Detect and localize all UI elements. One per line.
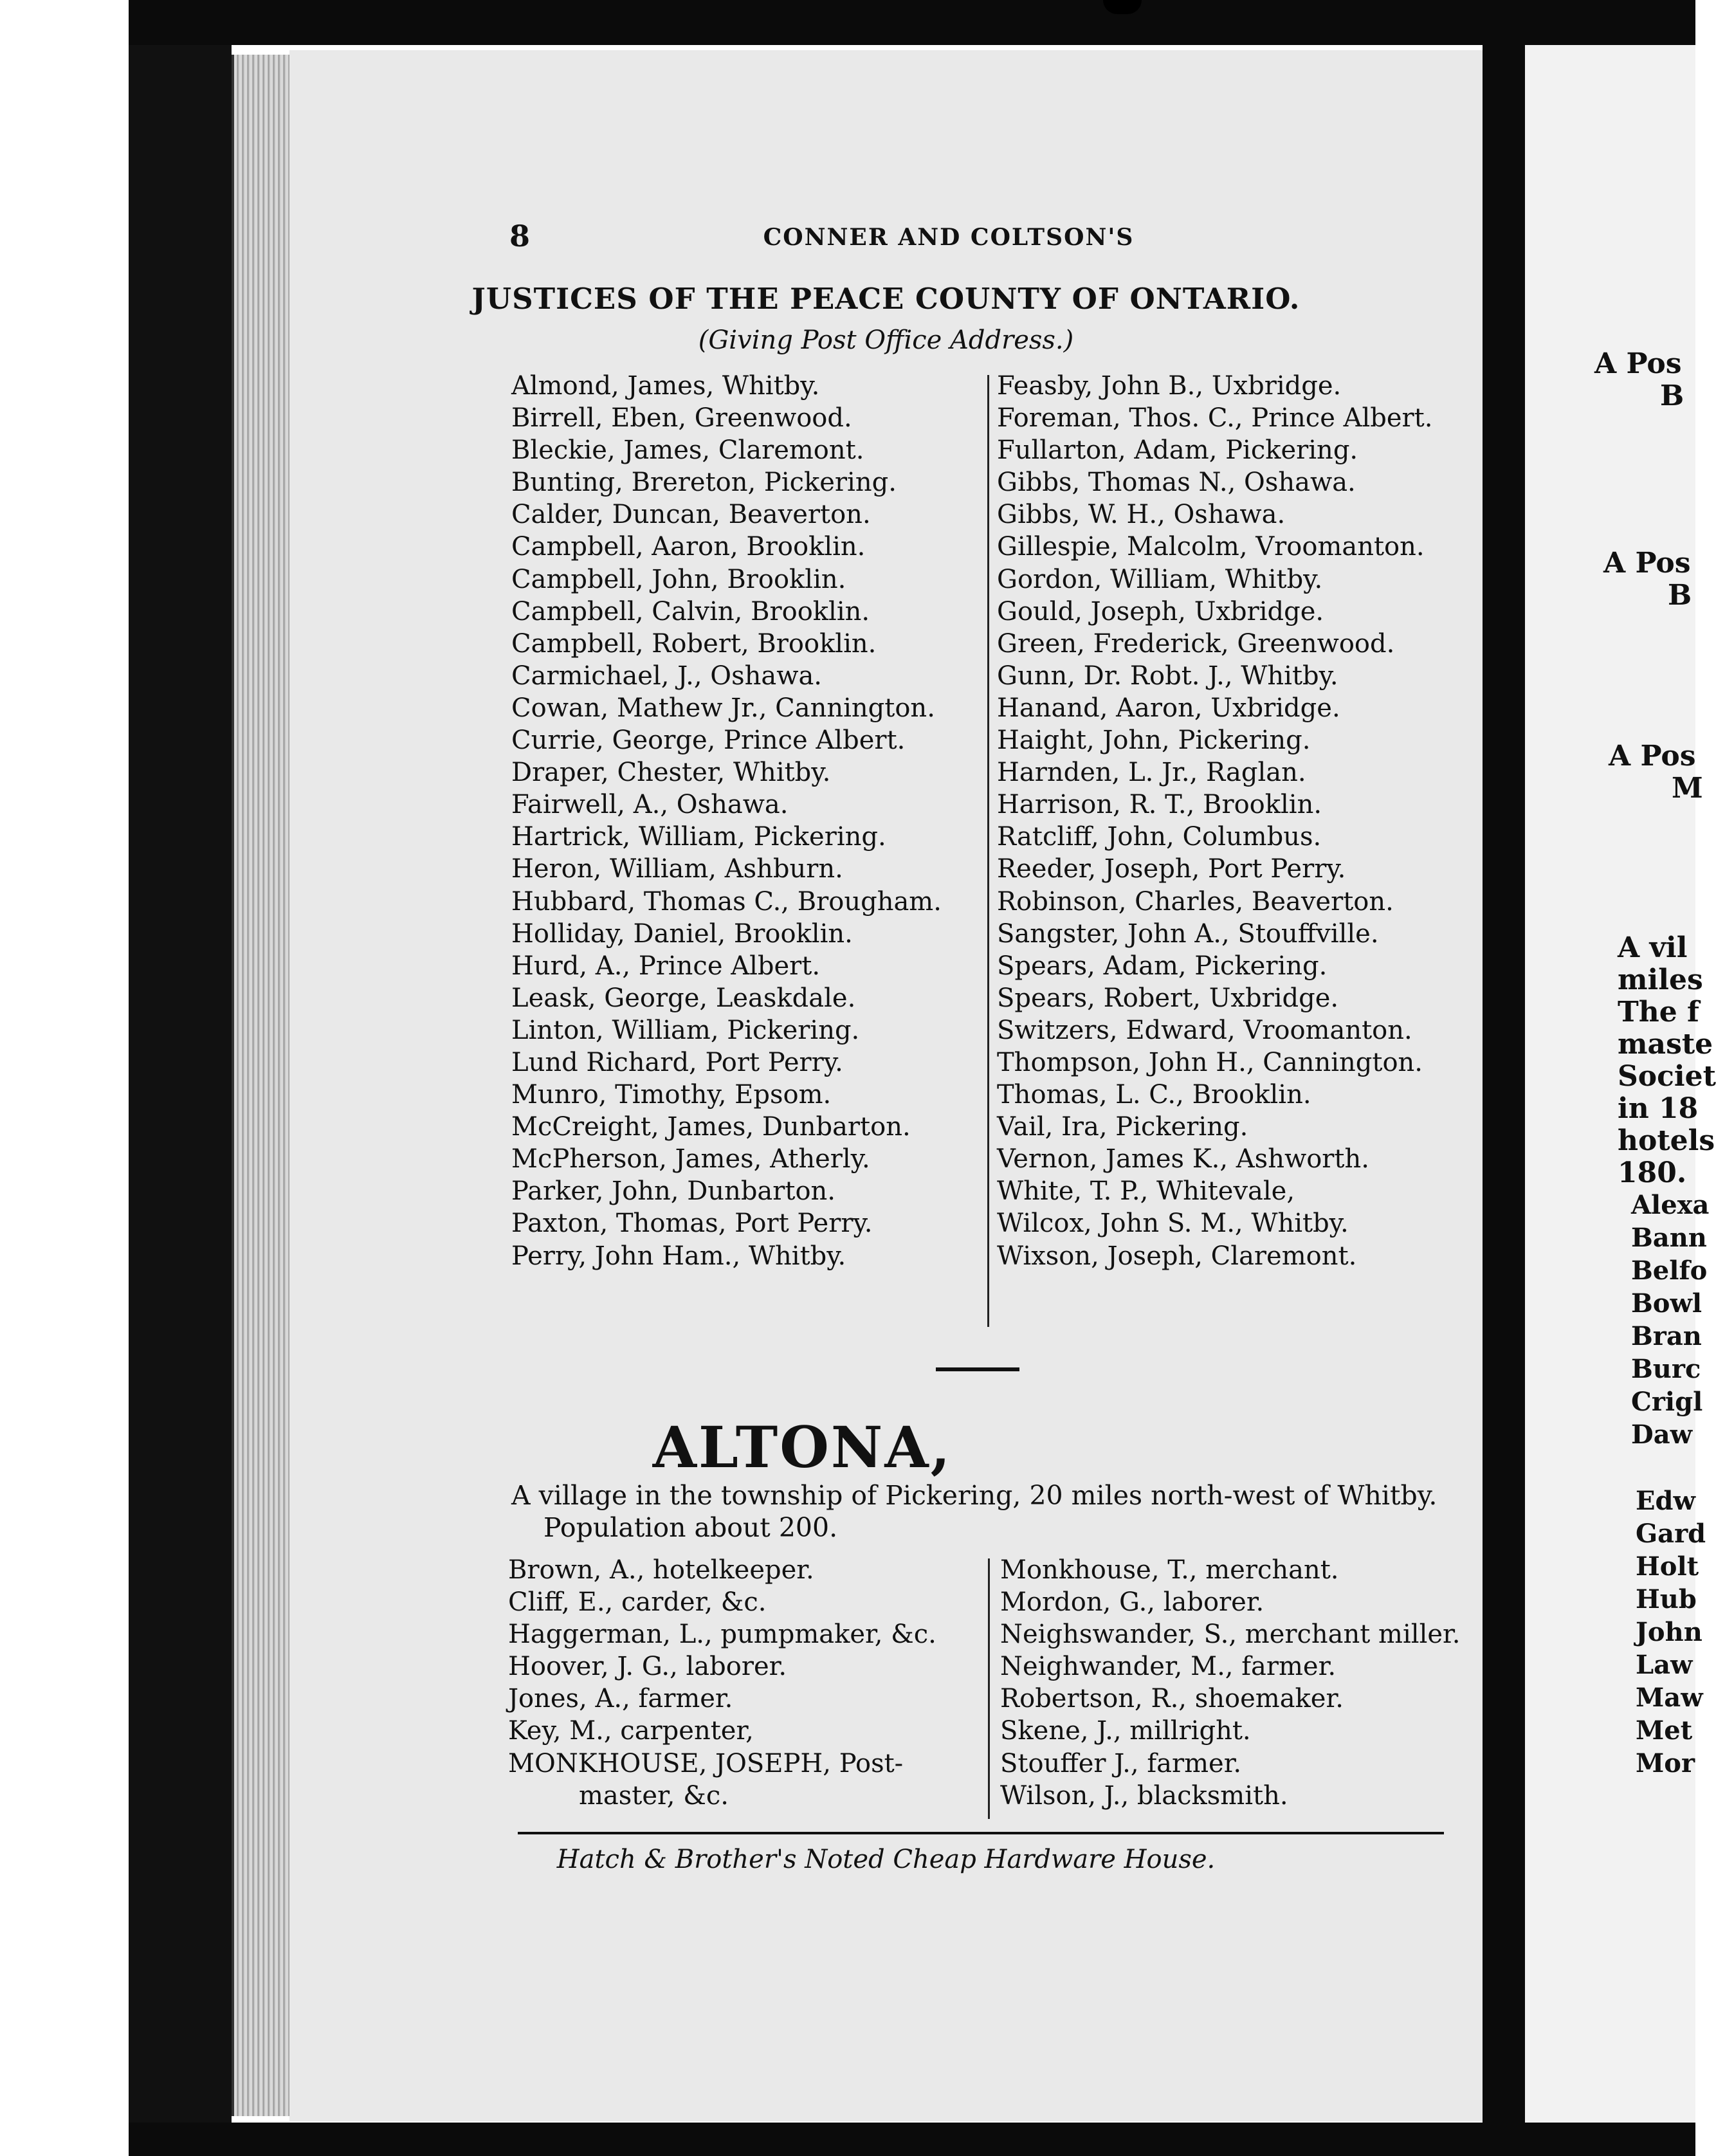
- facing-line: Societ: [1618, 1060, 1716, 1093]
- book-gutter: [1483, 45, 1525, 2123]
- justice-entry: Harrison, R. T., Brooklin.: [997, 790, 1322, 820]
- justice-entry: Vernon, James K., Ashworth.: [997, 1144, 1369, 1174]
- justice-entry: Thomas, L. C., Brooklin.: [997, 1080, 1311, 1110]
- justice-entry: Gunn, Dr. Robt. J., Whitby.: [997, 661, 1338, 691]
- justice-entry: Gibbs, W. H., Oshawa.: [997, 500, 1286, 530]
- justices-right-column: [997, 370, 1432, 1272]
- justice-entry: Spears, Adam, Pickering.: [997, 951, 1328, 981]
- justice-entry: Cowan, Mathew Jr., Cannington.: [511, 693, 935, 723]
- facing-line: The f: [1618, 996, 1699, 1028]
- facing-name: Edw: [1636, 1486, 1695, 1516]
- facing-name: Maw: [1636, 1683, 1703, 1713]
- justice-entry: Paxton, Thomas, Port Perry.: [511, 1209, 873, 1239]
- facing-name: Law: [1636, 1650, 1693, 1680]
- justice-entry: Sangster, John A., Stouffville.: [997, 918, 1379, 949]
- justice-entry: Draper, Chester, Whitby.: [511, 758, 831, 788]
- facing-name: Crigl: [1631, 1387, 1703, 1417]
- justice-entry: Parker, John, Dunbarton.: [511, 1176, 836, 1207]
- facing-name: Burc: [1631, 1354, 1701, 1384]
- scan-border-bottom: [129, 2123, 1695, 2156]
- justice-entry: Hartrick, William, Pickering.: [511, 822, 886, 852]
- justice-entry: Bunting, Brereton, Pickering.: [511, 468, 897, 498]
- justice-entry: Harnden, L. Jr., Raglan.: [997, 758, 1306, 788]
- resident-entry: Monkhouse, T., merchant.: [1000, 1555, 1339, 1585]
- book-spine: [129, 45, 232, 2123]
- facing-name: Belfo: [1631, 1256, 1708, 1286]
- justice-entry: Fullarton, Adam, Pickering.: [997, 435, 1358, 466]
- facing-name: Mor: [1636, 1748, 1695, 1778]
- village-title: ALTONA,: [652, 1414, 953, 1481]
- page-edges: [232, 55, 292, 2116]
- justice-entry: Holliday, Daniel, Brooklin.: [511, 918, 853, 949]
- facing-name: Bowl: [1631, 1288, 1702, 1319]
- column-divider: [987, 375, 989, 1327]
- justice-entry: Leask, George, Leaskdale.: [511, 983, 856, 1013]
- justice-entry: Campbell, Robert, Brooklin.: [511, 628, 877, 659]
- justice-entry: Birrell, Eben, Greenwood.: [511, 403, 852, 434]
- resident-entry: Mordon, G., laborer.: [1000, 1587, 1264, 1618]
- justices-left-column: [511, 370, 942, 1272]
- justice-entry: Hubbard, Thomas C., Brougham.: [511, 886, 942, 917]
- justice-entry: Feasby, John B., Uxbridge.: [997, 371, 1342, 401]
- facing-line: A Pos: [1609, 740, 1696, 772]
- running-head: CONNER AND COLTSON'S: [763, 224, 1135, 251]
- scan-margin-left: [0, 0, 129, 2156]
- justice-entry: Ratcliff, John, Columbus.: [997, 822, 1322, 852]
- facing-line: in 18: [1618, 1092, 1699, 1125]
- justice-entry: Fairwell, A., Oshawa.: [511, 790, 789, 820]
- resident-entry: Wilson, J., blacksmith.: [1000, 1780, 1288, 1811]
- facing-line: B: [1668, 579, 1692, 612]
- justice-entry: Gillespie, Malcolm, Vroomanton.: [997, 532, 1425, 562]
- justices-subtitle: (Giving Post Office Address.): [698, 325, 1074, 355]
- justice-entry: Foreman, Thos. C., Prince Albert.: [997, 403, 1433, 434]
- facing-name: Bann: [1631, 1223, 1707, 1253]
- justice-entry: Lund Richard, Port Perry.: [511, 1047, 843, 1077]
- justice-entry: Almond, James, Whitby.: [511, 371, 820, 401]
- resident-entry: MONKHOUSE, JOSEPH, Post-: [508, 1748, 904, 1778]
- justice-entry: Wilcox, John S. M., Whitby.: [997, 1209, 1349, 1239]
- resident-entry: master, &c.: [579, 1780, 729, 1811]
- justice-entry: Green, Frederick, Greenwood.: [997, 628, 1395, 659]
- altona-right-column: [1000, 1554, 1460, 1812]
- resident-entry: Stouffer J., farmer.: [1000, 1748, 1242, 1778]
- justice-entry: Haight, John, Pickering.: [997, 726, 1311, 756]
- facing-names-list: [1636, 1485, 1706, 1780]
- justice-entry: Spears, Robert, Uxbridge.: [997, 983, 1339, 1013]
- facing-line: M: [1672, 772, 1703, 805]
- facing-name: Alexa: [1631, 1190, 1710, 1220]
- justice-entry: Reeder, Joseph, Port Perry.: [997, 854, 1346, 884]
- village-population: Population about 200.: [543, 1512, 838, 1543]
- justice-entry: Perry, John Ham., Whitby.: [511, 1241, 846, 1271]
- facing-name: Daw: [1631, 1420, 1693, 1450]
- justice-entry: Hanand, Aaron, Uxbridge.: [997, 693, 1340, 723]
- justice-entry: Campbell, Calvin, Brooklin.: [511, 596, 870, 626]
- justice-entry: White, T. P., Whitevale,: [997, 1176, 1295, 1207]
- resident-entry: Robertson, R., shoemaker.: [1000, 1684, 1344, 1714]
- footer-advertisement: Hatch & Brother's Noted Cheap Hardware House.: [556, 1845, 1216, 1874]
- scan-border-top: [129, 0, 1695, 45]
- facing-name: Holt: [1636, 1551, 1699, 1582]
- justice-entry: Gibbs, Thomas N., Oshawa.: [997, 468, 1356, 498]
- facing-name: Met: [1636, 1715, 1693, 1746]
- page-number: 8: [509, 219, 531, 253]
- justice-entry: McCreight, James, Dunbarton.: [511, 1112, 911, 1142]
- section-separator: [936, 1367, 1019, 1371]
- justice-entry: Currie, George, Prince Albert.: [511, 726, 906, 756]
- resident-entry: Jones, A., farmer.: [508, 1684, 733, 1714]
- facing-line: A Pos: [1594, 347, 1682, 380]
- facing-line: 180.: [1618, 1156, 1687, 1189]
- justice-entry: Switzers, Edward, Vroomanton.: [997, 1015, 1412, 1045]
- facing-line: maste: [1618, 1028, 1713, 1061]
- village-description: [511, 1479, 1450, 1544]
- justice-entry: Gould, Joseph, Uxbridge.: [997, 596, 1324, 626]
- facing-line: B: [1660, 379, 1684, 412]
- justice-entry: Heron, William, Ashburn.: [511, 854, 843, 884]
- justice-entry: Hurd, A., Prince Albert.: [511, 951, 821, 981]
- altona-left-column: [508, 1554, 936, 1812]
- facing-line: A Pos: [1603, 547, 1691, 580]
- justice-entry: Calder, Duncan, Beaverton.: [511, 500, 871, 530]
- facing-line: A vil: [1618, 931, 1688, 964]
- justice-entry: Robinson, Charles, Beaverton.: [997, 886, 1394, 917]
- justice-entry: McPherson, James, Atherly.: [511, 1144, 870, 1174]
- justice-entry: Munro, Timothy, Epsom.: [511, 1080, 832, 1110]
- facing-line: hotels: [1618, 1124, 1715, 1157]
- facing-name: Bran: [1631, 1321, 1702, 1351]
- justice-entry: Campbell, John, Brooklin.: [511, 564, 846, 594]
- justices-title: JUSTICES OF THE PEACE COUNTY OF ONTARIO.: [471, 282, 1301, 316]
- justice-entry: Thompson, John H., Cannington.: [997, 1047, 1423, 1077]
- resident-entry: Cliff, E., carder, &c.: [508, 1587, 767, 1618]
- resident-entry: Brown, A., hotelkeeper.: [508, 1555, 814, 1585]
- resident-entry: Haggerman, L., pumpmaker, &c.: [508, 1620, 936, 1650]
- justice-entry: Gordon, William, Whitby.: [997, 564, 1323, 594]
- resident-entry: Skene, J., millright.: [1000, 1716, 1251, 1746]
- justice-entry: Wixson, Joseph, Claremont.: [997, 1241, 1357, 1271]
- footer-rule: [518, 1832, 1444, 1834]
- facing-names-list: [1631, 1189, 1709, 1451]
- column-divider: [988, 1558, 990, 1819]
- justice-entry: Carmichael, J., Oshawa.: [511, 661, 823, 691]
- resident-entry: Hoover, J. G., laborer.: [508, 1652, 787, 1682]
- directory-page: [289, 50, 1483, 2121]
- facing-page-fragment: [1525, 45, 1716, 2123]
- facing-name: John: [1636, 1617, 1702, 1647]
- justice-entry: Campbell, Aaron, Brooklin.: [511, 532, 866, 562]
- resident-entry: Neighswander, S., merchant miller.: [1000, 1620, 1461, 1650]
- facing-name: Hub: [1636, 1584, 1697, 1614]
- justice-entry: Vail, Ira, Pickering.: [997, 1112, 1248, 1142]
- justice-entry: Linton, William, Pickering.: [511, 1015, 860, 1045]
- resident-entry: Key, M., carpenter,: [508, 1716, 754, 1746]
- justice-entry: Bleckie, James, Claremont.: [511, 435, 864, 466]
- facing-name: Gard: [1636, 1519, 1706, 1549]
- resident-entry: Neighwander, M., farmer.: [1000, 1652, 1337, 1682]
- village-description-line: A village in the township of Pickering, 20 miles north-west of Whitby.: [511, 1480, 1438, 1511]
- facing-line: miles: [1618, 964, 1703, 996]
